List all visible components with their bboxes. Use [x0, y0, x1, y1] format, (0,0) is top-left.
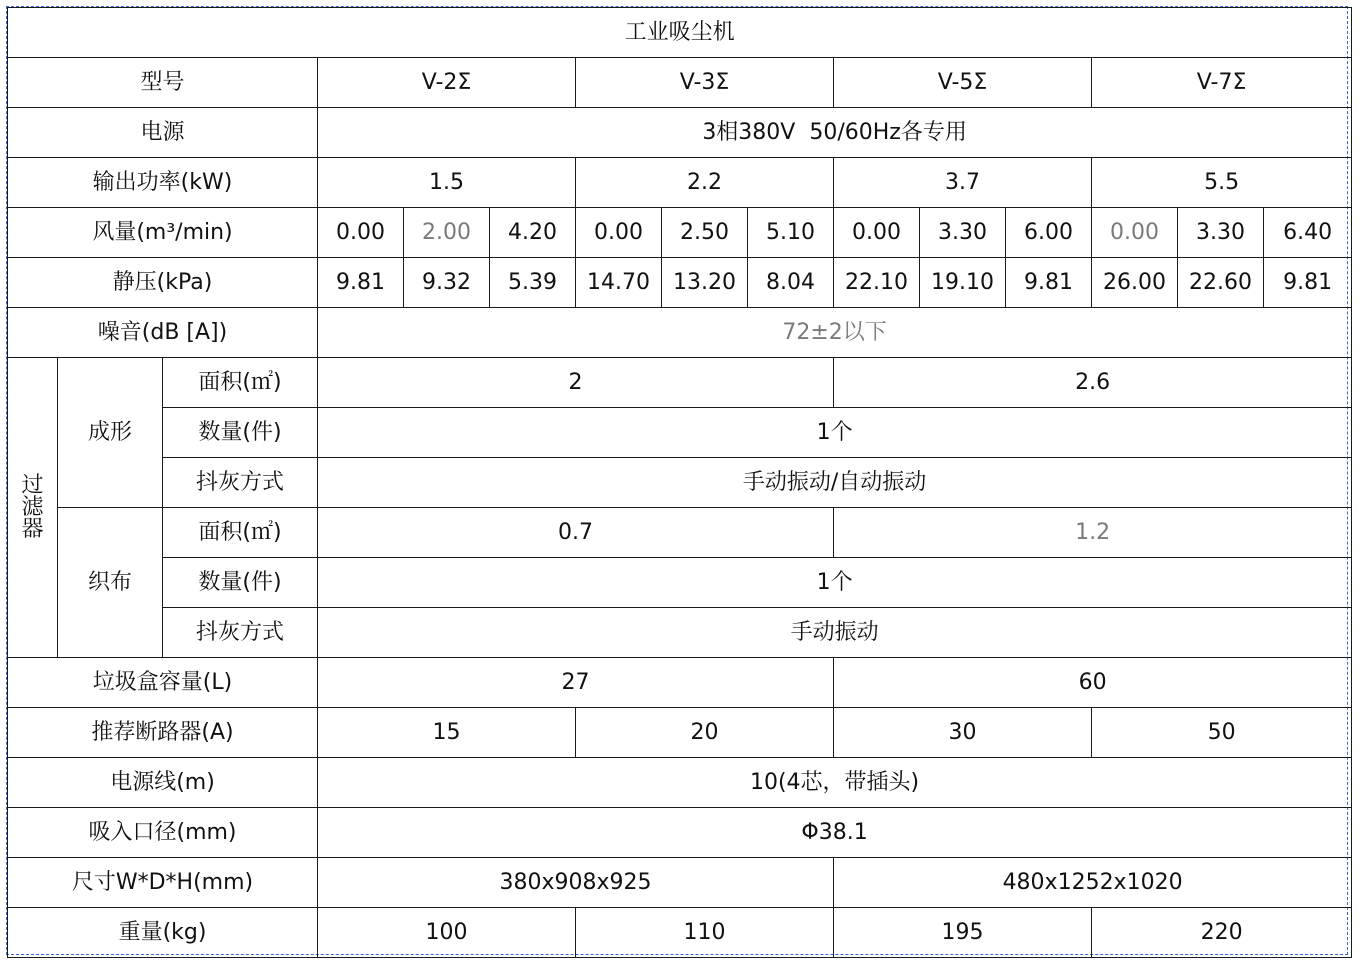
row-label-inlet: 吸入口径(mm)	[8, 808, 318, 858]
row-label-woven-shake: 抖灰方式	[163, 608, 318, 658]
bin-cell: 27	[318, 658, 834, 708]
woven-area-cell: 0.7	[318, 508, 834, 558]
airflow-cell: 0.00	[834, 208, 920, 258]
model-cell: V-7Σ	[1092, 58, 1352, 108]
row-label-size: 尺寸W*D*H(mm)	[8, 858, 318, 908]
output-cell: 1.5	[318, 158, 576, 208]
formed-area-cell: 2.6	[834, 358, 1352, 408]
formed-area-cell: 2	[318, 358, 834, 408]
table-title: 工业吸尘机	[8, 8, 1352, 58]
row-label-noise: 噪音(dB [A])	[8, 308, 318, 358]
airflow-cell: 6.00	[1006, 208, 1092, 258]
inlet-cell: Φ38.1	[318, 808, 1352, 858]
breaker-cell: 30	[834, 708, 1092, 758]
table-row	[8, 708, 1352, 758]
table-row	[8, 108, 1352, 158]
formed-qty-cell: 1个	[318, 408, 1352, 458]
weight-cell: 220	[1092, 908, 1352, 958]
pressure-cell: 13.20	[662, 258, 748, 308]
pressure-cell: 22.10	[834, 258, 920, 308]
pressure-cell: 14.70	[576, 258, 662, 308]
output-cell: 2.2	[576, 158, 834, 208]
row-label-weight: 重量(kg)	[8, 908, 318, 958]
airflow-cell: 4.20	[490, 208, 576, 258]
output-cell: 5.5	[1092, 158, 1352, 208]
table-row	[8, 258, 1352, 308]
row-label-cord: 电源线(m)	[8, 758, 318, 808]
table-row	[8, 808, 1352, 858]
size-cell: 480x1252x1020	[834, 858, 1352, 908]
filter-formed-label: 成形	[58, 358, 163, 508]
bin-cell: 60	[834, 658, 1352, 708]
table-row	[8, 158, 1352, 208]
row-label-woven-qty: 数量(件)	[163, 558, 318, 608]
pressure-cell: 26.00	[1092, 258, 1178, 308]
airflow-cell: 0.00	[576, 208, 662, 258]
model-cell: V-2Σ	[318, 58, 576, 108]
filter-group-label	[8, 358, 58, 658]
airflow-cell: 2.50	[662, 208, 748, 258]
table-row	[8, 308, 1352, 358]
filter-label-char: 器	[21, 516, 44, 542]
pressure-cell: 19.10	[920, 258, 1006, 308]
pressure-cell: 8.04	[748, 258, 834, 308]
table-row	[8, 208, 1352, 258]
table-row	[8, 358, 1352, 408]
table-row	[8, 58, 1352, 108]
pressure-cell: 5.39	[490, 258, 576, 308]
row-label-output: 输出功率(kW)	[8, 158, 318, 208]
row-label-static-pressure: 静压(kPa)	[8, 258, 318, 308]
airflow-cell: 3.30	[1178, 208, 1264, 258]
row-label-woven-area: 面积(㎡)	[163, 508, 318, 558]
table-row	[8, 408, 1352, 458]
model-cell: V-3Σ	[576, 58, 834, 108]
table-row	[8, 858, 1352, 908]
pressure-cell: 9.32	[404, 258, 490, 308]
airflow-cell: 6.40	[1264, 208, 1352, 258]
airflow-cell: 5.10	[748, 208, 834, 258]
pressure-cell: 9.81	[1006, 258, 1092, 308]
woven-shake-cell: 手动振动	[318, 608, 1352, 658]
breaker-cell: 50	[1092, 708, 1352, 758]
filter-label-char: 过	[21, 472, 44, 498]
table-row	[8, 558, 1352, 608]
breaker-cell: 15	[318, 708, 576, 758]
airflow-cell: 2.00	[404, 208, 490, 258]
size-cell: 380x908x925	[318, 858, 834, 908]
table-row	[8, 608, 1352, 658]
title-row	[8, 8, 1352, 58]
cord-cell: 10(4芯，带插头)	[318, 758, 1352, 808]
filter-label-char: 滤	[21, 494, 44, 520]
spec-table	[7, 7, 1352, 958]
airflow-cell: 0.00	[318, 208, 404, 258]
model-cell: V-5Σ	[834, 58, 1092, 108]
row-label-model: 型号	[8, 58, 318, 108]
table-row	[8, 758, 1352, 808]
woven-qty-cell: 1个	[318, 558, 1352, 608]
power-source-cell: 3相380V 50/60Hz各专用	[318, 108, 1352, 158]
airflow-cell: 3.30	[920, 208, 1006, 258]
row-label-formed-qty: 数量(件)	[163, 408, 318, 458]
row-label-formed-shake: 抖灰方式	[163, 458, 318, 508]
formed-shake-cell: 手动振动/自动振动	[318, 458, 1352, 508]
weight-cell: 100	[318, 908, 576, 958]
table-row	[8, 458, 1352, 508]
row-label-formed-area: 面积(㎡)	[163, 358, 318, 408]
breaker-cell: 20	[576, 708, 834, 758]
row-label-airflow: 风量(m³/min)	[8, 208, 318, 258]
pressure-cell: 22.60	[1178, 258, 1264, 308]
table-row	[8, 908, 1352, 958]
pressure-cell: 9.81	[1264, 258, 1352, 308]
row-label-bin: 垃圾盒容量(L)	[8, 658, 318, 708]
woven-area-cell: 1.2	[834, 508, 1352, 558]
airflow-cell: 0.00	[1092, 208, 1178, 258]
noise-cell: 72±2以下	[318, 308, 1352, 358]
table-row	[8, 658, 1352, 708]
weight-cell: 195	[834, 908, 1092, 958]
table-row	[8, 508, 1352, 558]
row-label-breaker: 推荐断路器(A)	[8, 708, 318, 758]
filter-woven-label: 织布	[58, 508, 163, 658]
output-cell: 3.7	[834, 158, 1092, 208]
row-label-power-source: 电源	[8, 108, 318, 158]
pressure-cell: 9.81	[318, 258, 404, 308]
weight-cell: 110	[576, 908, 834, 958]
